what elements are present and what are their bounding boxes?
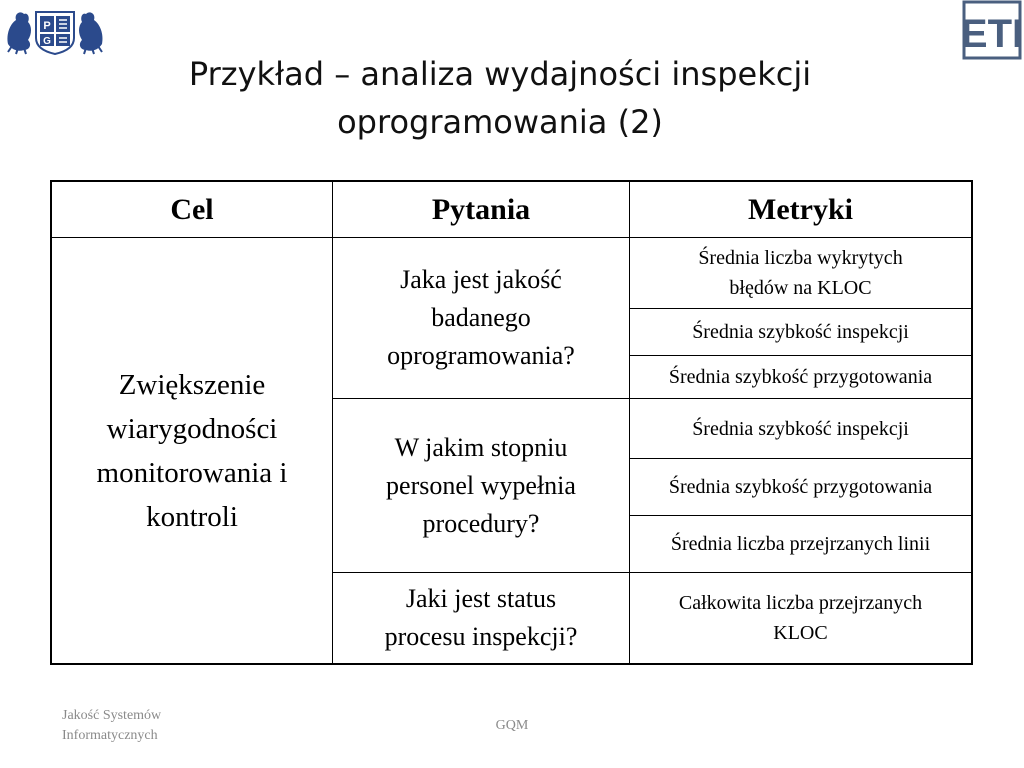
goal-text-line: wiarygodności	[106, 412, 278, 445]
metric-cell: Średnia szybkość inspekcji	[630, 399, 973, 459]
header-metryki: Metryki	[630, 181, 973, 238]
logo-letter-p: P	[43, 20, 51, 32]
logo-letter-g: G	[43, 36, 51, 47]
metric-cell	[630, 573, 973, 665]
question-text-line: Jaki jest status	[405, 584, 557, 613]
footer-topic: GQM	[495, 718, 529, 733]
header-pytania: Pytania	[333, 181, 630, 238]
metric-text-line: Średnia liczba wykrytych	[698, 247, 903, 269]
footer-line: Informatycznych	[62, 728, 158, 743]
metric-cell: Średnia szybkość przygotowania	[630, 459, 973, 516]
question-text-line: badanego	[431, 303, 531, 332]
title-line-2: oprogramowania (2)	[337, 103, 663, 141]
header-cel: Cel	[51, 181, 333, 238]
footer-line: Jakość Systemów	[62, 708, 162, 723]
question-cell	[333, 399, 630, 573]
slide-title	[100, 50, 900, 146]
eti-logo	[962, 0, 1022, 60]
table-header-row	[51, 181, 972, 238]
university-crest-logo	[4, 4, 106, 56]
metric-cell: Średnia liczba przejrzanych linii	[630, 516, 973, 573]
goal-text-line: Zwiększenie	[118, 368, 266, 401]
footer-course-name	[62, 706, 262, 746]
goal-text-line: monitorowania i	[96, 456, 288, 489]
metric-cell: Średnia szybkość inspekcji	[630, 309, 973, 356]
question-text-line: procedury?	[422, 508, 540, 538]
metric-cell: Średnia szybkość przygotowania	[630, 356, 973, 399]
question-cell	[333, 238, 630, 399]
table-row	[51, 238, 972, 309]
metric-text-line: błędów na KLOC	[729, 277, 872, 299]
question-text-line: personel wypełnia	[386, 470, 576, 500]
metric-text-line: KLOC	[773, 622, 828, 644]
goal-cell	[51, 238, 333, 665]
eti-logo-text: ETI	[962, 12, 1022, 56]
question-text-line: procesu inspekcji?	[384, 622, 578, 651]
goal-text-line: kontroli	[146, 500, 238, 533]
question-text-line: Jaka jest jakość	[400, 265, 562, 294]
title-line-1: Przykład – analiza wydajności inspekcji	[188, 55, 812, 93]
metric-text-line: Całkowita liczba przejrzanych	[678, 592, 923, 614]
metric-cell	[630, 238, 973, 309]
question-text-line: oprogramowania?	[387, 341, 575, 370]
question-text-line: W jakim stopniu	[394, 432, 568, 462]
gqm-table	[50, 180, 973, 665]
question-cell	[333, 573, 630, 665]
